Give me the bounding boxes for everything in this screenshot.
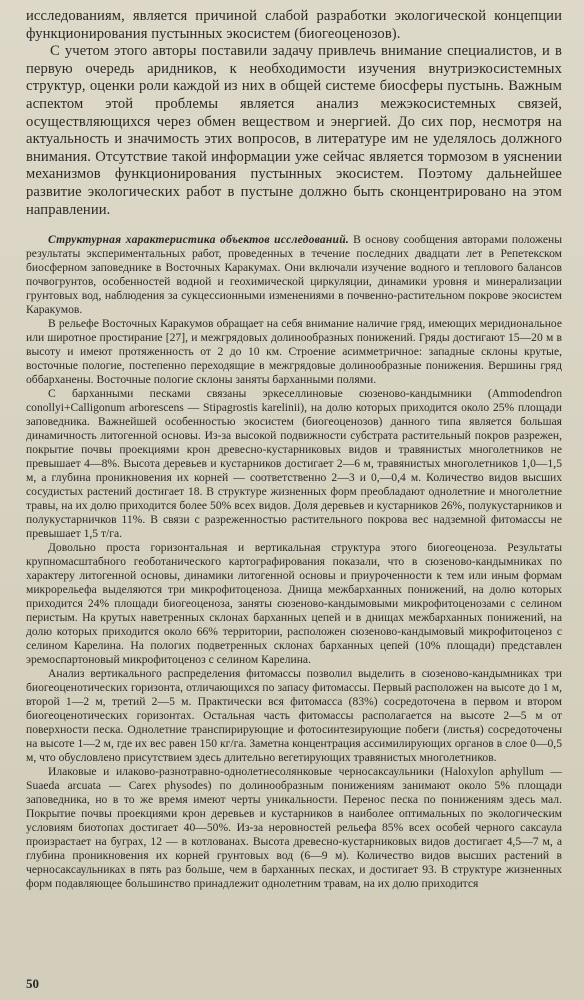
structure-paragraph: Довольно проста горизонтальная и вертикальная структура этого биогеоценоза. Результаты крупномасштабного геоботанического картографирования показали, что в сюзеново-кандымниках по характеру литогенной основы, динамики литогенной основы и приуроченности к тем или иным формам микрорельефа выделяются три микрофитоценоза. Днища межбарханных понижений, на долю которых приходится 24% площади биогеоценоза, заняты сюзеново-кандымовыми микрофитоценозами с селином перистым. На крутых наветренных склонах барханных цепей и в днищах межбарханных понижений, на долю которых приходится около 66% территории, расположен сюзеново-кандымовый микрофитоценоз с селином Карелина. На пологих подветренных склонах барханных цепей (10% площади) представлен эремоспартоновый микрофитоценоз с селином Карелина.	[26, 541, 562, 667]
intro-section	[26, 8, 562, 219]
section-heading: Структурная характеристика объектов исследований.	[48, 233, 349, 247]
intro-paragraph-continued: исследованиям, является причиной слабой разработки экологической концепции функционирования пустынных экосистем (биогеоценозов).	[26, 8, 562, 42]
section-paragraph-1-text: В основу сообщения авторами положены результаты экспериментальных работ, проведенных в течение последних двадцати лет в Репетекском биосферном заповеднике в Восточных Каракумах. Они включали изучение водного и теплового балансов почвогрунтов, особенностей водной и геохимической циркуляции, динамики уровня и минерализации грунтовых вод, наблюдения за сукцессионными изменениями в почвенно-растительном покрове экосистем Каракумов.	[26, 233, 562, 317]
relief-paragraph: В рельефе Восточных Каракумов обращает на себя внимание наличие гряд, имеющих меридиональное или широтное простирание [27], и межгрядовых долинообразных понижений. Гряды достигают 15—20 м в высоту и имеют протяженность от 2 до 10 км. Строение асимметричное: западные склоны крутые, восточные пологие, постепенно переходящие в межгрядовые долинообразные понижения. Вершины гряд оббарханены. Восточные пологие склоны заняты барханными полями.	[26, 317, 562, 387]
intro-paragraph: С учетом этого авторы поставили задачу привлечь внимание специалистов, и в первую очередь аридников, к необходимости изучения внутриэкосистемных структур, оценки роли каждой из них в общей системе биосферы пустынь. Важным аспектом этой проблемы является анализ межэкосистемных связей, осуществляющихся через обмен веществом и энергией. До сих пор, несмотря на актуальность и значимость этих вопросов, в литературе им не уделялось должного внимания. Отсутствие такой информации уже сейчас является тормозом в уяснении механизмов функционирования пустынных экосистем. Поэтому дальнейшее развитие экологических работ в пустыне должно быть сконцентрировано на этом направлении.	[26, 43, 562, 218]
saxaul-paragraph: Илаковые и илаково-разнотравно-однолетнесолянковые черносаксаульники (Haloxylon aphyllum — Suaeda arcuata — Carex physodes) по долинообразным понижениям занимают около 5% площади заповедника, но в то же время имеют черты уникальности. Перенос песка по понижениям здесь мал. Покрытие почвы проекциями крон деревьев и кустарников в наиболее оптимальных по экологическим условиям биотопах достигает 40—50%. Из-за неровностей рельефа 85% всех особей черного саксаула произрастает на буграх, 12 — в котлованах. Высота древесно-кустарниковых видов достигает 4,5—7 м, а глубина проникновения их корней грунтовых вод (6—9 м). Количество видов высших растений в черносаксаульниках в пять раз больше, чем в барханных песках, и достигает 93. В структуре жизненных форм подавляющее большинство принадлежит однолетним травам, на их долю приходится	[26, 765, 562, 891]
main-section	[26, 233, 562, 891]
phytomass-paragraph: Анализ вертикального распределения фитомассы позволил выделить в сюзеново-кандымниках три биогеоценотических горизонта, отличающихся по запасу фитомассы. Первый расположен на высоте до 1 м, второй 1—2 м, третий 2—5 м. Практически вся фитомасса (83%) сосредоточена в первом и втором биогеоценотических горизонтах. Остальная часть фитомассы располагается на высоте 2—5 м от поверхности песка. Однолетние транспирирующие и фотосинтезирующие побеги (листья) сосредоточены на высоте 1—2 м, где их вес равен 150 кг/га. Заметна концентрация ассимилирующих органов в слое 0—0,5 м, что обусловлено присутствием здесь длительно вегетирующих травянистых многолетников.	[26, 667, 562, 765]
page-number: 50	[26, 976, 39, 991]
section-paragraph-1	[26, 233, 562, 317]
sand-ecosystem-paragraph: С барханными песками связаны эркеселлиновые сюзеново-кандымники (Ammodendron conollyi+Calligonum arborescens — Stipagrostis karelinii), на долю которых приходится около 25% площади заповедника. Важнейшей особенностью экосистем (биогеоценозов) данного типа является большая динамичность литогенной основы. Из-за высокой подвижности субстрата растительный покров разрежен, покрытие почвы проекциями крон древесно-кустарниковых видов и травянистых многолетников не превышает 4—8%. Высота деревьев и кустарников достигает 2—6 м, травянистых многолетников 1,0—1,5 м, а глубина проникновения их корней — соответственно 2—3 и 0,—0,4 м. Количество видов высших сосудистых растений достигает 18. В структуре жизненных форм преобладают однолетние и многолетние травы, на их долю приходится более 50% всех видов. Доля деревьев и кустарников 26%, полукустарников и полукустарничков 11%. В связи с разреженностью растительного покрова вес надземной фитомассы не превышает 1,5 т/га.	[26, 387, 562, 541]
